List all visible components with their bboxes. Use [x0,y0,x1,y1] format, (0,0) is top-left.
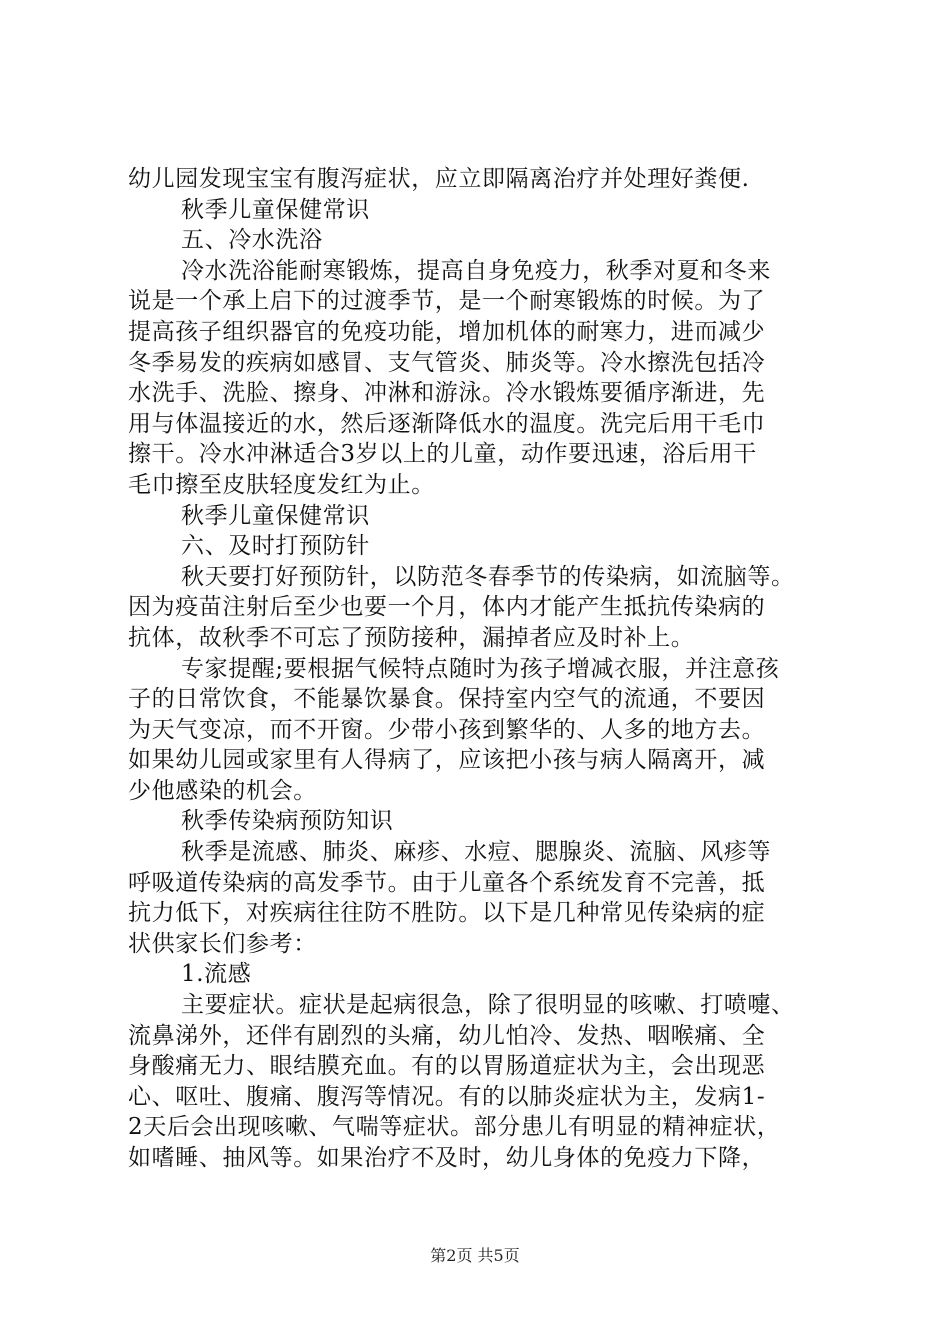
text-line: 少他感染的机会。 [128,777,317,804]
text-line: 专家提醒;要根据气候特点随时为孩子增减衣服，并注意孩 [181,655,780,682]
text-line: 毛巾擦至皮肤轻度发红为止。 [128,471,435,498]
text-line: 幼儿园发现宝宝有腹泻症状，应立即隔离治疗并处理好粪便. [128,166,750,192]
text-line: 秋天要打好预防针，以防范冬春季节的传染病，如流脑等。 [181,563,795,590]
text-line: 秋季儿童保健常识 [181,502,370,529]
text-line: 抗力低下，对疾病往往防不胜防。以下是几种常见传染病的症 [128,900,766,927]
text-line: 如果幼儿园或家里有人得病了，应该把小孩与病人隔离开，减 [128,747,766,774]
text-line: 子的日常饮食，不能暴饮暴食。保持室内空气的流通，不要因 [128,686,766,713]
text-line: 状供家长们参考： [128,930,317,957]
text-line: 说是一个承上启下的过渡季节，是一个耐寒锻炼的时候。为了 [128,288,766,315]
text-line: 秋季是流感、肺炎、麻疹、水痘、腮腺炎、流脑、风疹等 [181,839,771,866]
text-line: 冷水洗浴能耐寒锻炼，提高自身免疫力，秋季对夏和冬来 [181,257,771,284]
text-line: 六、及时打预防针 [181,533,370,560]
text-line: 秋季传染病预防知识 [181,808,394,835]
text-line: 提高孩子组织器官的免疫功能，增加机体的耐寒力，进而减少 [128,318,766,345]
text-line: 主要症状。症状是起病很急，除了很明显的咳嗽、打喷嚏、 [181,992,795,1019]
text-line: 因为疫苗注射后至少也要一个月，体内才能产生抵抗传染病的 [128,594,766,621]
text-line: 呼吸道传染病的高发季节。由于儿童各个系统发育不完善，抵 [128,869,766,896]
text-line: 1.流感 [181,961,252,988]
text-line: 秋季儿童保健常识 [181,196,370,223]
text-line: 擦干。冷水冲淋适合3岁以上的儿童，动作要迅速，浴后用干 [128,441,757,468]
text-line: 抗体，故秋季不可忘了预防接种，漏掉者应及时补上。 [128,624,695,651]
text-line: 为天气变凉，而不开窗。少带小孩到繁华的、人多的地方去。 [128,716,766,743]
text-line: 如嗜睡、抽风等。如果治疗不及时，幼儿身体的免疫力下降， [128,1145,766,1171]
text-line: 五、冷水洗浴 [181,227,323,254]
text-line: 流鼻涕外，还伴有剧烈的头痛，幼儿怕冷、发热、咽喉痛、全 [128,1022,766,1049]
text-line: 2天后会出现咳嗽、气喘等症状。部分患儿有明显的精神症状， [128,1114,781,1141]
page-footer: 第2页 共5页 [430,1246,520,1265]
text-line: 身酸痛无力、眼结膜充血。有的以胃肠道症状为主，会出现恶 [128,1053,766,1080]
text-line: 冬季易发的疾病如感冒、支气管炎、肺炎等。冷水擦洗包括冷 [128,349,766,376]
text-line: 心、呕吐、腹痛、腹泻等情况。有的以肺炎症状为主，发病1- [128,1083,766,1110]
text-line: 水洗手、洗脸、擦身、冲淋和游泳。冷水锻炼要循序渐进，先 [128,380,766,407]
document-body [128,164,828,1174]
text-line: 用与体温接近的水，然后逐渐降低水的温度。洗完后用干毛巾 [128,410,766,437]
